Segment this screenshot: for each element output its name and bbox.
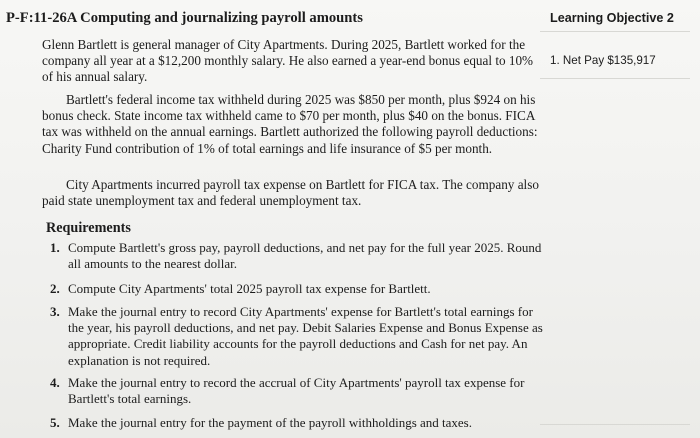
requirement-text: Compute City Apartments' total 2025 payroll tax expense for Bartlett. xyxy=(68,281,431,296)
paragraph-employer-taxes: City Apartments incurred payroll tax expense on Bartlett for FICA tax. The company also paid state unemployment tax and federal unemployment tax. xyxy=(42,177,539,209)
requirement-text: Compute Bartlett's gross pay, payroll deductions, and net pay for the full year 2025. Round all amounts to the nearest dollar. xyxy=(68,240,542,272)
paragraph-withholding: Bartlett's federal income tax withheld during 2025 was $850 per month, plus $924 on his bonus check. State income tax withheld came to $70 per month, plus $40 on the bonus. FICA tax was withheld on the annual earnings. Bartlett authorized the following payroll deductions: Charity Fund contribution of 1% of total earnings and life insurance of $5 per month. xyxy=(42,92,538,156)
requirement-number: 3. xyxy=(50,304,60,319)
requirement-number: 4. xyxy=(50,375,60,390)
learning-objective-label: Learning Objective 2 xyxy=(550,11,674,25)
problem-title: P-F:11-26A Computing and journalizing payroll amounts xyxy=(6,10,363,26)
margin-divider xyxy=(540,424,690,425)
answer-hint: 1. Net Pay $135,917 xyxy=(550,54,656,67)
margin-divider xyxy=(540,31,690,32)
requirement-number: 2. xyxy=(50,281,60,296)
requirement-text: Make the journal entry to record City Apartments' expense for Bartlett's total earnings for the year, his payroll deductions, and net pay. Debit Salaries Expense and Bonus Expense as appropriate. Credit liability accounts for the payroll deductions and Cash for net pay. An explanation is not required. xyxy=(68,304,543,368)
requirements-heading: Requirements xyxy=(46,220,131,236)
paragraph-intro: Glenn Bartlett is general manager of City Apartments. During 2025, Bartlett worked for the company all year at a $12,200 monthly salary. He also earned a year-end bonus equal to 10% of his annual salary. xyxy=(42,37,534,85)
requirement-number: 5. xyxy=(50,415,60,430)
requirement-number: 1. xyxy=(50,240,60,255)
margin-divider xyxy=(540,78,690,79)
requirement-text: Make the journal entry for the payment of the payroll withholdings and taxes. xyxy=(68,415,472,430)
requirement-text: Make the journal entry to record the accrual of City Apartments' payroll tax expense for Bartlett's total earnings. xyxy=(68,375,525,407)
